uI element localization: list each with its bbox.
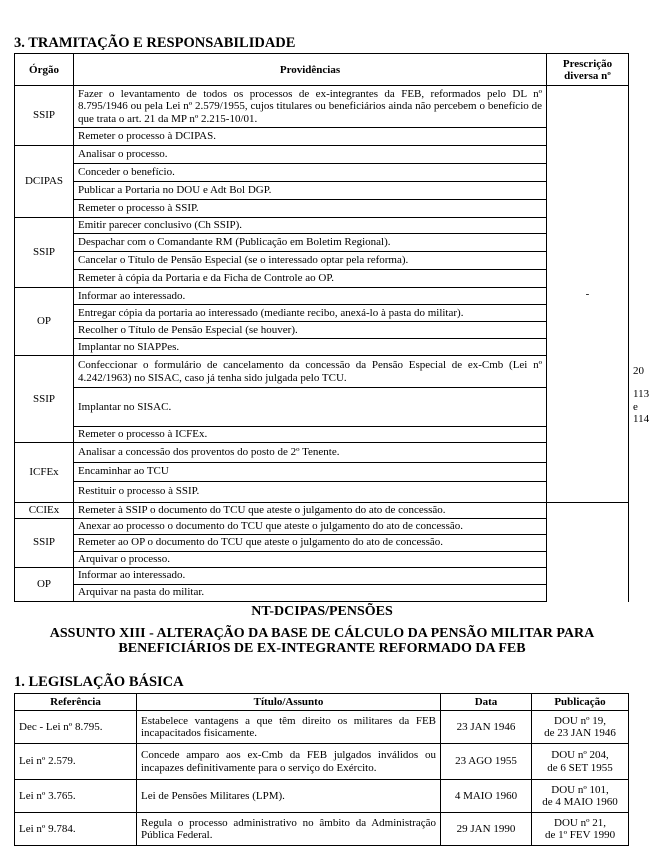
section-title: 3. TRAMITAÇÃO E RESPONSABILIDADE: [14, 35, 296, 51]
legislacao-table: [14, 693, 629, 846]
header-providencias: Providências: [74, 54, 547, 86]
providencia-cell: Remeter à SSIP o documento do TCU que ateste o julgamento do ato de concessão.: [74, 502, 547, 518]
publicacao-cell: [532, 780, 629, 813]
providencia-cell: Remeter o processo à DCIPAS.: [74, 128, 547, 146]
orgao-cell: CCIEx: [15, 502, 74, 518]
providencia-cell: Restituir o processo à SSIP.: [74, 481, 547, 502]
prescricao-cell: -: [547, 86, 629, 503]
orgao-cell: DCIPAS: [15, 146, 74, 218]
titulo-cell: Estabelece vantagens a que têm direito os militares da FEB incapacitados fisicamente.: [137, 711, 441, 744]
publicacao-line-1: DOU nº 204,: [551, 749, 609, 761]
referencia-cell: Lei nº 3.765.: [15, 780, 137, 813]
data-cell: 4 MAIO 1960: [441, 780, 532, 813]
orgao-cell: SSIP: [15, 518, 74, 567]
publicacao-line-2: de 1º FEV 1990: [544, 829, 616, 841]
providencia-cell: Implantar no SISAC.: [74, 388, 547, 427]
header-referencia: Referência: [15, 694, 137, 711]
providencia-cell: Informar ao interessado.: [74, 288, 547, 305]
providencia-cell: Implantar no SIAPPes.: [74, 339, 547, 356]
providencia-cell: Analisar a concessão dos proventos do posto de 2º Tenente.: [74, 442, 547, 462]
publicacao-cell: [532, 813, 629, 846]
header-data: Data: [441, 694, 532, 711]
header-orgao: Órgão: [15, 54, 74, 86]
providencia-cell: Publicar a Portaria no DOU e Adt Bol DGP.: [74, 182, 547, 200]
publicacao-line-2: de 4 MAIO 1960: [542, 796, 618, 808]
orgao-cell: SSIP: [15, 356, 74, 443]
nt-heading: NT-DCIPAS/PENSÕES: [251, 604, 393, 619]
referencia-cell: Lei nº 2.579.: [15, 744, 137, 780]
header-publicacao: Publicação: [532, 694, 629, 711]
providencia-cell: Analisar o processo.: [74, 146, 547, 164]
data-cell: 29 JAN 1990: [441, 813, 532, 846]
publicacao-line-1: DOU nº 101,: [551, 783, 609, 796]
providencia-cell: Despachar com o Comandante RM (Publicação em Boletim Regional).: [74, 234, 547, 252]
providencia-cell: Conceder o benefício.: [74, 164, 547, 182]
providencia-cell: Informar ao interessado.: [74, 567, 547, 584]
providencia-cell: Anexar ao processo o documento do TCU que ateste o julgamento do ato de concessão.: [74, 518, 547, 534]
providencia-cell: Remeter ao OP o documento do TCU que ateste o julgamento do ato de concessão.: [74, 534, 547, 551]
orgao-cell: ICFEx: [15, 442, 74, 502]
providencia-cell: Emitir parecer conclusivo (Ch SSIP).: [74, 218, 547, 234]
providencia-cell: Remeter o processo à SSIP.: [74, 200, 547, 218]
providencia-cell: Encaminhar ao TCU: [74, 462, 547, 481]
orgao-cell: OP: [15, 288, 74, 356]
header-titulo: Título/Assunto: [137, 694, 441, 711]
header-prescricao: Prescrição diversa nº: [547, 54, 629, 86]
providencia-cell: Confeccionar o formulário de cancelamento da concessão da Pensão Especial de ex-Cmb (Lei nº 4.242/1963) no SISAC, caso já tenha sido julgada pelo TCU.: [74, 356, 547, 388]
publicacao-cell: [532, 711, 629, 744]
providencia-cell: Remeter o processo à ICFEx.: [74, 426, 547, 442]
titulo-cell: Regula o processo administrativo no âmbito da Administração Pública Federal.: [137, 813, 441, 846]
orgao-cell: SSIP: [15, 86, 74, 146]
providencia-cell: Remeter à cópia da Portaria e da Ficha de Controle ao OP.: [74, 270, 547, 288]
providencia-cell: Recolher o Título de Pensão Especial (se houver).: [74, 322, 547, 339]
providencia-cell: Arquivar na pasta do militar.: [74, 584, 547, 601]
publicacao-line-2: de 23 JAN 1946: [544, 727, 616, 739]
providencia-cell: Arquivar o processo.: [74, 551, 547, 567]
orgao-cell: OP: [15, 567, 74, 601]
legislacao-title: 1. LEGISLAÇÃO BÁSICA: [14, 674, 184, 690]
publicacao-line-1: DOU nº 19,: [554, 714, 606, 727]
tramitacao-table: Órgão Providências Prescrição diversa nº SSIP Fazer o levantamento de todos os processos de ex-integrantes da FEB, reformados pelo DL nº 8.795/1946 ou pela Lei nº 2.579/1955, cujos titulares ou beneficiários ainda não percebem o benefício de que trata o art. 21 da MP nº 2.215-10/01. - Remeter o processo à DCIPAS. DCIPAS Analisar o processo. Conceder o benefício. Publicar a Portaria no DOU e Adt Bol DGP. Remeter o processo à SSIP. SSIP Emitir parecer conclusivo (Ch SSIP). Despachar com o Comandante RM (Publicação em Boletim Regional). Cancelar o Título de Pensão Especial (se o interessado optar pela reforma). Remeter à cópia da Portaria e da Ficha de Controle ao OP. OP Informar ao interessado. Entregar cópia da portaria ao interessado (mediante recibo, anexá-lo à pasta do militar). Recolher o Título de Pensão Especial (se houver). Implantar no SIAPPes. SSIP Confeccionar o formulário de cancelamento da concessão da Pensão Especial de ex-Cmb (Lei nº 4.242/1963) no SISAC, caso já tenha sido julgada pelo TCU. 20 Implantar no SISAC. 113 e 114 Remeter o processo à ICFEx. ICFEx Analisar a concessão dos proventos do posto de 2º Tenente. Encaminhar ao TCU Restituir o processo à SSIP. CCIEx Remeter à SSIP o documento do TCU que ateste o julgamento do ato de concessão. SSIP Anexar ao processo o documento do TCU que ateste o julgamento do ato de concessão. Remeter ao OP o documento do TCU que ateste o julgamento do ato de concessão. Arquivar o processo. OP Informar ao interessado. Arquivar na pasta do militar.: [14, 53, 629, 602]
data-cell: 23 AGO 1955: [441, 744, 532, 780]
assunto-line-2: BENEFICIÁRIOS DE EX-INTEGRANTE REFORMADO DA FEB: [118, 641, 526, 656]
providencia-cell: Entregar cópia da portaria ao interessado (mediante recibo, anexá-lo à pasta do militar).: [74, 305, 547, 322]
providencia-cell: Cancelar o Título de Pensão Especial (se o interessado optar pela reforma).: [74, 252, 547, 270]
publicacao-line-2: de 6 SET 1955: [547, 761, 613, 774]
publicacao-line-1: DOU nº 21,: [554, 816, 606, 829]
referencia-cell: Lei nº 9.784.: [15, 813, 137, 846]
titulo-cell: Concede amparo aos ex-Cmb da FEB julgados inválidos ou incapazes definitivamente para o serviço do Exército.: [137, 744, 441, 780]
providencia-cell: Fazer o levantamento de todos os processos de ex-integrantes da FEB, reformados pelo DL nº 8.795/1946 ou pela Lei nº 2.579/1955, cujos titulares ou beneficiários ainda não percebem o benefício de que trata o art. 21 da MP nº 2.215-10/01.: [74, 86, 547, 128]
referencia-cell: Dec - Lei nº 8.795.: [15, 711, 137, 744]
publicacao-cell: [532, 744, 629, 780]
assunto-line-1: ASSUNTO XIII - ALTERAÇÃO DA BASE DE CÁLCULO DA PENSÃO MILITAR PARA: [49, 626, 595, 641]
titulo-cell: Lei de Pensões Militares (LPM).: [137, 780, 441, 813]
orgao-cell: SSIP: [15, 218, 74, 288]
data-cell: 23 JAN 1946: [441, 711, 532, 744]
